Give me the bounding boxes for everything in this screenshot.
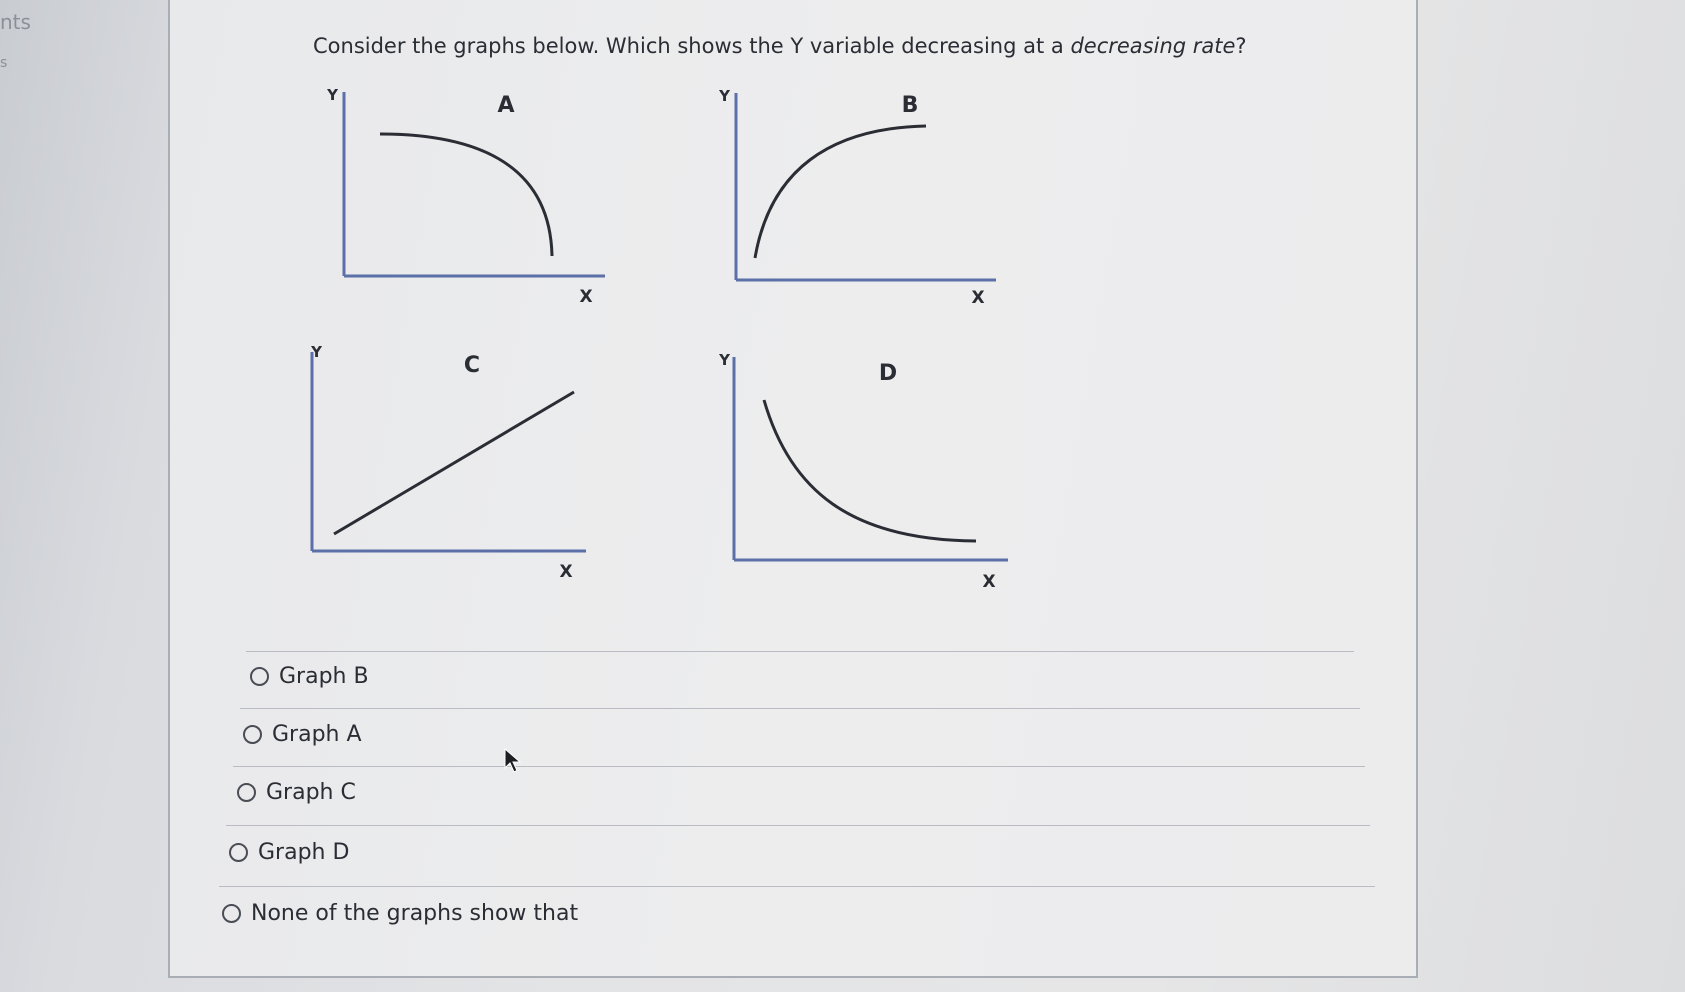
graph-d-x-label: X <box>982 572 996 592</box>
option-label: Graph A <box>272 722 362 747</box>
radio-button[interactable] <box>237 783 256 802</box>
graph-c-y-label: Y <box>311 343 322 361</box>
radio-button[interactable] <box>222 904 241 923</box>
option-label: Graph B <box>279 664 369 689</box>
question-suffix: ? <box>1235 34 1247 58</box>
graph-c-x-label: X <box>559 562 573 582</box>
graph-a-y-label: Y <box>327 86 338 104</box>
option-label: Graph C <box>266 780 356 805</box>
radio-button[interactable] <box>243 725 262 744</box>
graph-b-curve <box>755 126 926 258</box>
graph-a-curve <box>380 134 552 256</box>
divider <box>240 708 1360 709</box>
option-label: None of the graphs show that <box>251 901 579 926</box>
option-graph-b[interactable] <box>250 664 369 689</box>
graph-a-x-label: X <box>579 287 593 307</box>
option-graph-c[interactable] <box>237 780 356 805</box>
question-emphasis: decreasing rate <box>1070 34 1236 58</box>
radio-button[interactable] <box>229 843 248 862</box>
graph-b-label: B <box>901 93 919 118</box>
option-graph-d[interactable] <box>229 840 349 865</box>
option-graph-a[interactable] <box>243 722 362 747</box>
divider <box>246 651 1354 652</box>
radio-button[interactable] <box>250 667 269 686</box>
graph-b-y-label: Y <box>719 87 730 105</box>
option-label: Graph D <box>258 840 350 865</box>
mouse-cursor-icon <box>503 748 523 774</box>
question-prefix: Consider the graphs below. Which shows the Y variable decreasing at a <box>313 34 1071 58</box>
graph-d-y-label: Y <box>719 351 730 369</box>
option-none[interactable] <box>222 901 578 926</box>
graph-c-line <box>334 392 574 534</box>
graph-d <box>718 351 1008 592</box>
graph-c-label: C <box>463 353 481 378</box>
graph-a <box>326 86 605 307</box>
divider <box>219 886 1375 887</box>
divider <box>226 825 1370 826</box>
graph-c <box>310 343 586 582</box>
graph-d-label: D <box>878 361 898 386</box>
divider <box>233 766 1365 767</box>
graph-b-x-label: X <box>971 288 985 308</box>
graph-b <box>718 87 996 308</box>
edge-text-2: s <box>0 55 8 71</box>
graph-a-label: A <box>497 93 515 118</box>
graph-d-curve <box>764 400 976 541</box>
edge-text-1: nts <box>0 10 31 34</box>
